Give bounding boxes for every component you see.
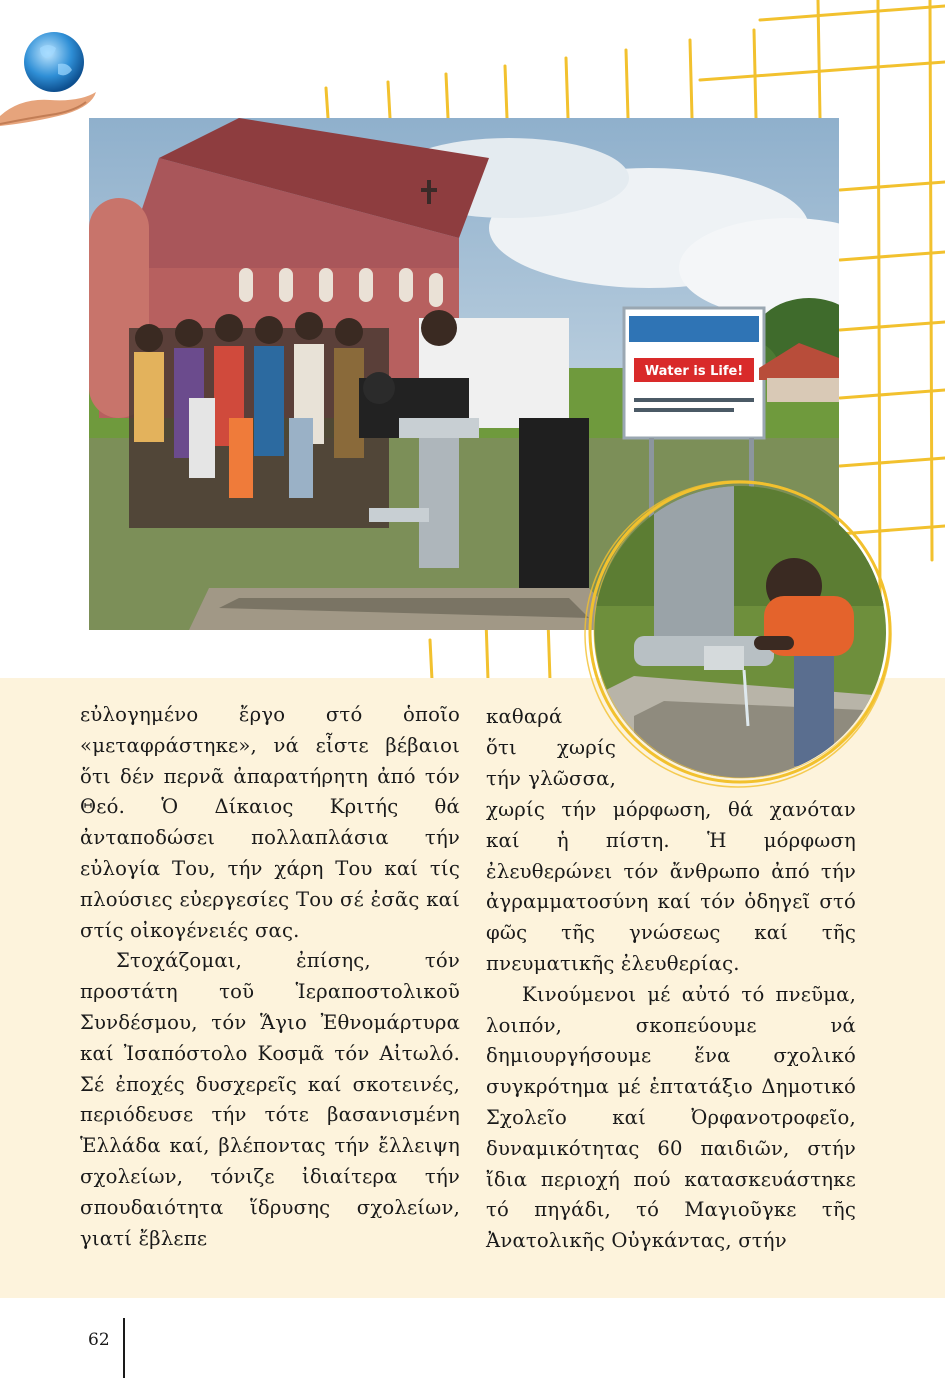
page-number: 62 bbox=[88, 1330, 110, 1350]
text-line: ὅτι χωρίς bbox=[486, 735, 616, 759]
paragraph: Στοχάζομαι, ἐπίσης, τόν προστάτη τοῦ Ἱεραποστολικοῦ Συνδέσμου, τόν Ἅγιο Ἐθνομάρτυρα καί Ἰσαπόστολο Κοσμᾶ τόν Αἰτωλό. Σέ ἐποχές δυσχερεῖς καί σκοτεινές, περιόδευσε τήν τότε βασανισμένη Ἑλλάδα καί, βλέποντας τήν ἔλλειψη σχολείων, τόνιζε ἰδιαίτερα τήν σπουδαιότητα ἵδρυσης σχολείων, γιατί ἔβλεπε bbox=[80, 949, 460, 1250]
paragraph: Κινούμενοι μέ αὐτό τό πνεῦμα, λοιπόν, σκοπεύουμε νά δημιουργήσουμε ἕνα σχολικό συγκρότημα μέ ἑπτατάξιο Δημοτικό Σχολεῖο καί Ὀρφανοτροφεῖο, δυναμικότητας 60 παιδιῶν, στήν ἴδια περιοχή πού κατασκευάστηκε τό πηγάδι, τό Μαγιοῦγκε τῆς Ἀνατολικῆς Οὐγκάντας, στήν bbox=[486, 982, 856, 1253]
globe-in-hands-logo bbox=[0, 20, 110, 130]
text-column-right-top bbox=[486, 702, 616, 794]
sign-text: Water is Life! bbox=[644, 364, 744, 379]
text-column-right bbox=[486, 795, 856, 1257]
text-column-left bbox=[80, 700, 460, 1254]
paragraph: εὐλογημένο ἔργο στό ὁποῖο «μεταφράστηκε», νά εἶστε βέβαιοι ὅτι δέν περνᾶ ἀπαρατήρητη ἀπό τόν Θεό. Ὁ Δίκαιος Κριτής θά ἀνταποδώσει πολλαπλάσια τήν εὐλογία Του, τήν χάρη Του καί τίς πλούσιες εὐεργεσίες Του σέ ἐσᾶς καί στίς οἰκογένειές σας. bbox=[80, 703, 460, 942]
paragraph: χωρίς τήν μόρφωση, θά χανόταν καί ἡ πίστη. Ἡ μόρφωση ἐλευθερώνει τόν ἄνθρωπο ἀπό τήν ἀγραμματοσύνη καί τόν ὁδηγεῖ στό φῶς τῆς γνώσεως καί τῆς πνευματικῆς ἐλευθερίας. bbox=[486, 798, 856, 975]
text-line: καθαρά bbox=[486, 705, 563, 728]
circle-frame bbox=[580, 472, 900, 792]
page-number-rule bbox=[123, 1318, 125, 1378]
text-line: τήν γλῶσσα, bbox=[486, 766, 616, 790]
